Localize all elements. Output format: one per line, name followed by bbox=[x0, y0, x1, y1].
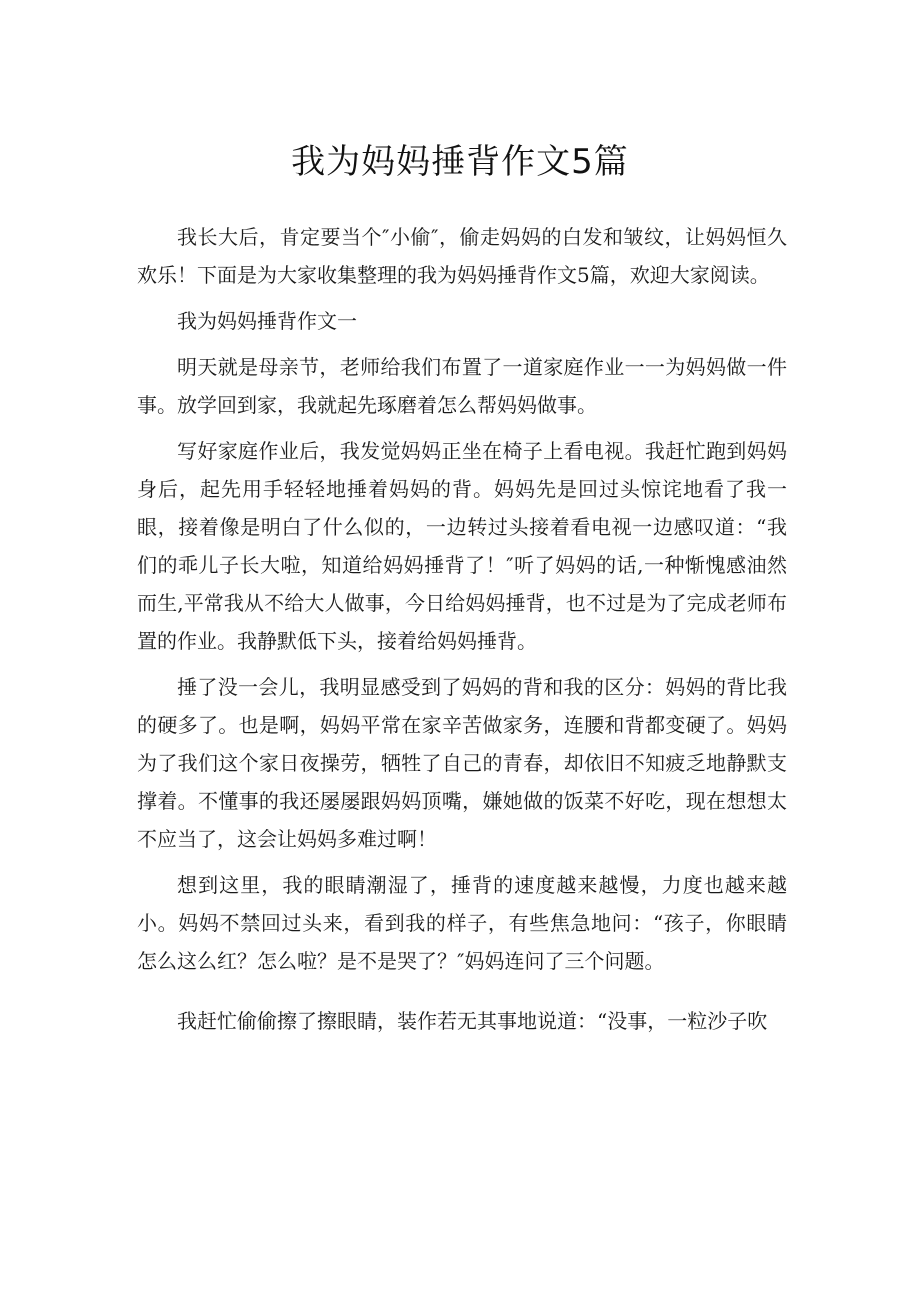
paragraph: 明天就是母亲节，老师给我们布置了一道家庭作业一一为妈妈做一件事。放学回到家，我就起先琢磨着怎么帮妈妈做事。 bbox=[137, 355, 787, 417]
intro-paragraph: 我长大后，肯定要当个″小偷″，偷走妈妈的白发和皱纹，让妈妈恒久欢乐！下面是为大家收集整理的我为妈妈捶背作文5篇，欢迎大家阅读。 bbox=[137, 225, 787, 287]
section-heading: 我为妈妈捶背作文一 bbox=[177, 309, 357, 333]
paragraph: 写好家庭作业后，我发觉妈妈正坐在椅子上看电视。我赶忙跑到妈妈身后，起先用手轻轻地捶着妈妈的背。妈妈先是回过头惊诧地看了我一眼，接着像是明白了什么似的，一边转过头接着看电视一边感叹道：“我们的乖儿子长大啦，知道给妈妈捶背了！″听了妈妈的话,一种惭愧感油然而生,平常我从不给大人做事，今日给妈妈捶背，也不过是为了完成老师布置的作业。我静默低下头，接着给妈妈捶背。 bbox=[137, 439, 787, 653]
paragraph: 想到这里，我的眼睛潮湿了，捶背的速度越来越慢，力度也越来越小。妈妈不禁回过头来，看到我的样子，有些焦急地问：“孩子，你眼睛怎么这么红？怎么啦？是不是哭了？″妈妈连问了三个问题。 bbox=[137, 873, 787, 973]
article-body bbox=[137, 218, 787, 1040]
paragraph: 我赶忙偷偷擦了擦眼睛，装作若无其事地说道：“没事，一粒沙子吹 bbox=[177, 1009, 768, 1033]
paragraph: 捶了没一会儿，我明显感受到了妈妈的背和我的区分：妈妈的背比我的硬多了。也是啊，妈妈平常在家辛苦做家务，连腰和背都变硬了。妈妈为了我们这个家日夜操劳，牺牲了自己的青春，却依旧不知疲乏地静默支撑着。不懂事的我还屡屡跟妈妈顶嘴，嫌她做的饭菜不好吃，现在想想太不应当了，这会让妈妈多难过啊！ bbox=[137, 675, 787, 851]
page-title: 我为妈妈捶背作文5篇 bbox=[291, 142, 629, 182]
